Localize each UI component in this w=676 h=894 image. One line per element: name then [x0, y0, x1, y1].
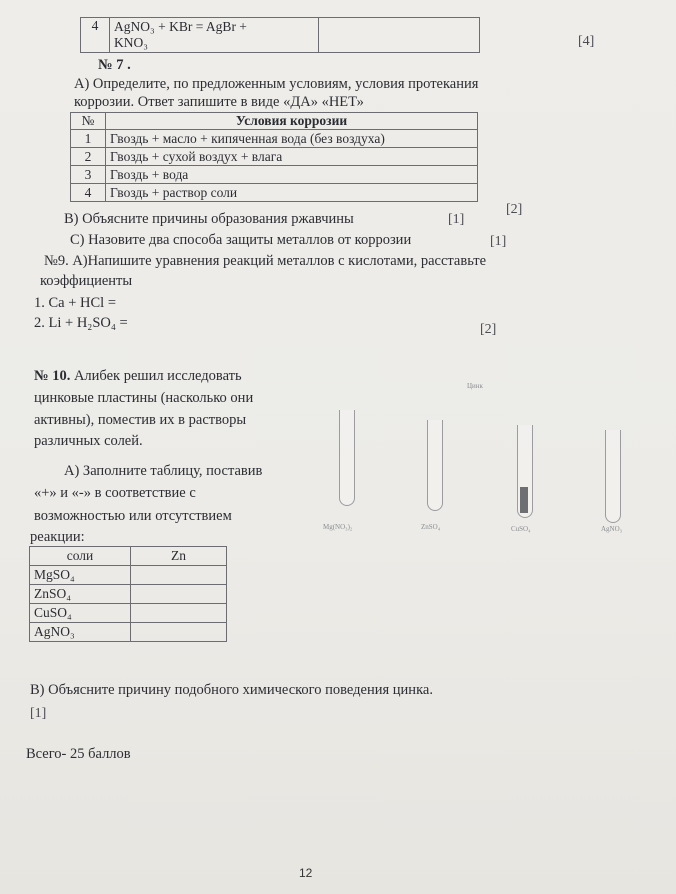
salt-name: CuSO₄ — [30, 604, 131, 623]
corrosion-header-condition: Условия коррозии — [106, 113, 478, 130]
task10-part-b-score: [1] — [30, 706, 47, 721]
task10-part-a-line1: А) Заполните таблицу, поставив — [64, 463, 263, 479]
tube-label-2: ZnSO₄ — [421, 523, 441, 531]
salts-header-zn: Zn — [131, 547, 227, 566]
corrosion-row-num: 4 — [71, 184, 106, 202]
corrosion-header-num: № — [71, 113, 106, 130]
corrosion-row-condition: Гвоздь + вода — [106, 166, 478, 184]
test-tube-2 — [427, 420, 443, 511]
task9-line2: коэффициенты — [40, 273, 133, 289]
zinc-salts-table — [29, 546, 227, 642]
table-row — [30, 585, 227, 604]
task9-score: [2] — [480, 322, 497, 337]
top-table-num: 4 — [81, 18, 110, 53]
task10-part-a-line4: реакции: — [30, 529, 85, 545]
table-row — [30, 623, 227, 642]
task7-heading: № 7 . — [98, 57, 131, 73]
equation-line-1: AgNO₃ + KBr = AgBr + — [114, 19, 247, 34]
corrosion-row-num: 1 — [71, 130, 106, 148]
table-row — [71, 184, 478, 202]
corrosion-table — [70, 112, 478, 202]
top-table-answer-cell[interactable] — [319, 18, 480, 53]
task10-intro-line3: активны), поместив их в растворы — [34, 412, 247, 428]
corrosion-row-condition: Гвоздь + раствор соли — [106, 184, 478, 202]
salt-zn-answer[interactable] — [131, 585, 227, 604]
deposit-icon — [520, 487, 528, 513]
salt-name: MgSO₄ — [30, 566, 131, 585]
task9-eq2: 2. Li + H₂SO₄ = — [34, 315, 128, 331]
corrosion-row-num: 3 — [71, 166, 106, 184]
tube-label-3: CuSO₄ — [511, 525, 531, 533]
task10-part-a-line3: возможностью или отсутствием — [34, 508, 232, 524]
salt-zn-answer[interactable] — [131, 604, 227, 623]
page-number: 12 — [299, 866, 313, 880]
total-points: Всего- 25 баллов — [26, 746, 131, 762]
task10-intro-line2: цинковые пластины (насколько они — [34, 390, 254, 406]
test-tubes-figure — [315, 375, 655, 540]
task10-part-b: В) Объясните причину подобного химического поведения цинка. — [30, 682, 433, 698]
task7-part-a-line1: А) Определите, по предложенным условиям, условия протекания — [74, 76, 479, 92]
salt-name: AgNO₃ — [30, 623, 131, 642]
top-table-score: [4] — [578, 34, 595, 49]
table-row — [71, 166, 478, 184]
task10-intro-line4: различных солей. — [34, 433, 143, 449]
task7-part-b: В) Объясните причины образования ржавчины — [64, 211, 354, 227]
test-tube-4 — [605, 430, 621, 523]
corrosion-row-condition: Гвоздь + масло + кипяченная вода (без воздуха) — [106, 130, 478, 148]
top-table-equation — [110, 18, 319, 53]
corrosion-row-num: 2 — [71, 148, 106, 166]
test-tube-3 — [517, 425, 533, 518]
task10-intro-line1: Алибек решил исследовать — [73, 368, 242, 384]
figure-top-label: Цинк — [467, 382, 483, 390]
salts-header-salt: соли — [30, 547, 131, 566]
tube-label-1: Mg(NO₃)₂ — [323, 523, 353, 531]
task7-part-a-line2: коррозии. Ответ запишите в виде «ДА» «НЕТ» — [74, 94, 364, 110]
table-row — [30, 604, 227, 623]
task7-part-b-score: [1] — [448, 212, 465, 227]
tube-label-4: AgNO₃ — [601, 525, 623, 533]
task7-table-score: [2] — [506, 202, 523, 217]
top-equation-table — [80, 17, 480, 53]
task7-part-c-score: [1] — [490, 234, 507, 249]
task7-part-c: С) Назовите два способа защиты металлов от коррозии — [70, 232, 412, 248]
table-row — [71, 148, 478, 166]
task10-part-a-line2: «+» и «-» в соответствие с — [34, 485, 196, 501]
salt-zn-answer[interactable] — [131, 623, 227, 642]
salt-name: ZnSO₄ — [30, 585, 131, 604]
task10-heading: № 10. — [34, 368, 71, 384]
corrosion-row-condition: Гвоздь + сухой воздух + влага — [106, 148, 478, 166]
task9-eq1: 1. Ca + HCl = — [34, 295, 117, 311]
salt-zn-answer[interactable] — [131, 566, 227, 585]
table-row — [71, 130, 478, 148]
task10-intro-first — [34, 367, 242, 385]
table-row — [30, 566, 227, 585]
equation-line-2: KNO₃ — [114, 35, 148, 50]
task9-line1: №9. А)Напишите уравнения реакций металлов с кислотами, расставьте — [44, 253, 487, 269]
test-tube-1 — [339, 410, 355, 506]
